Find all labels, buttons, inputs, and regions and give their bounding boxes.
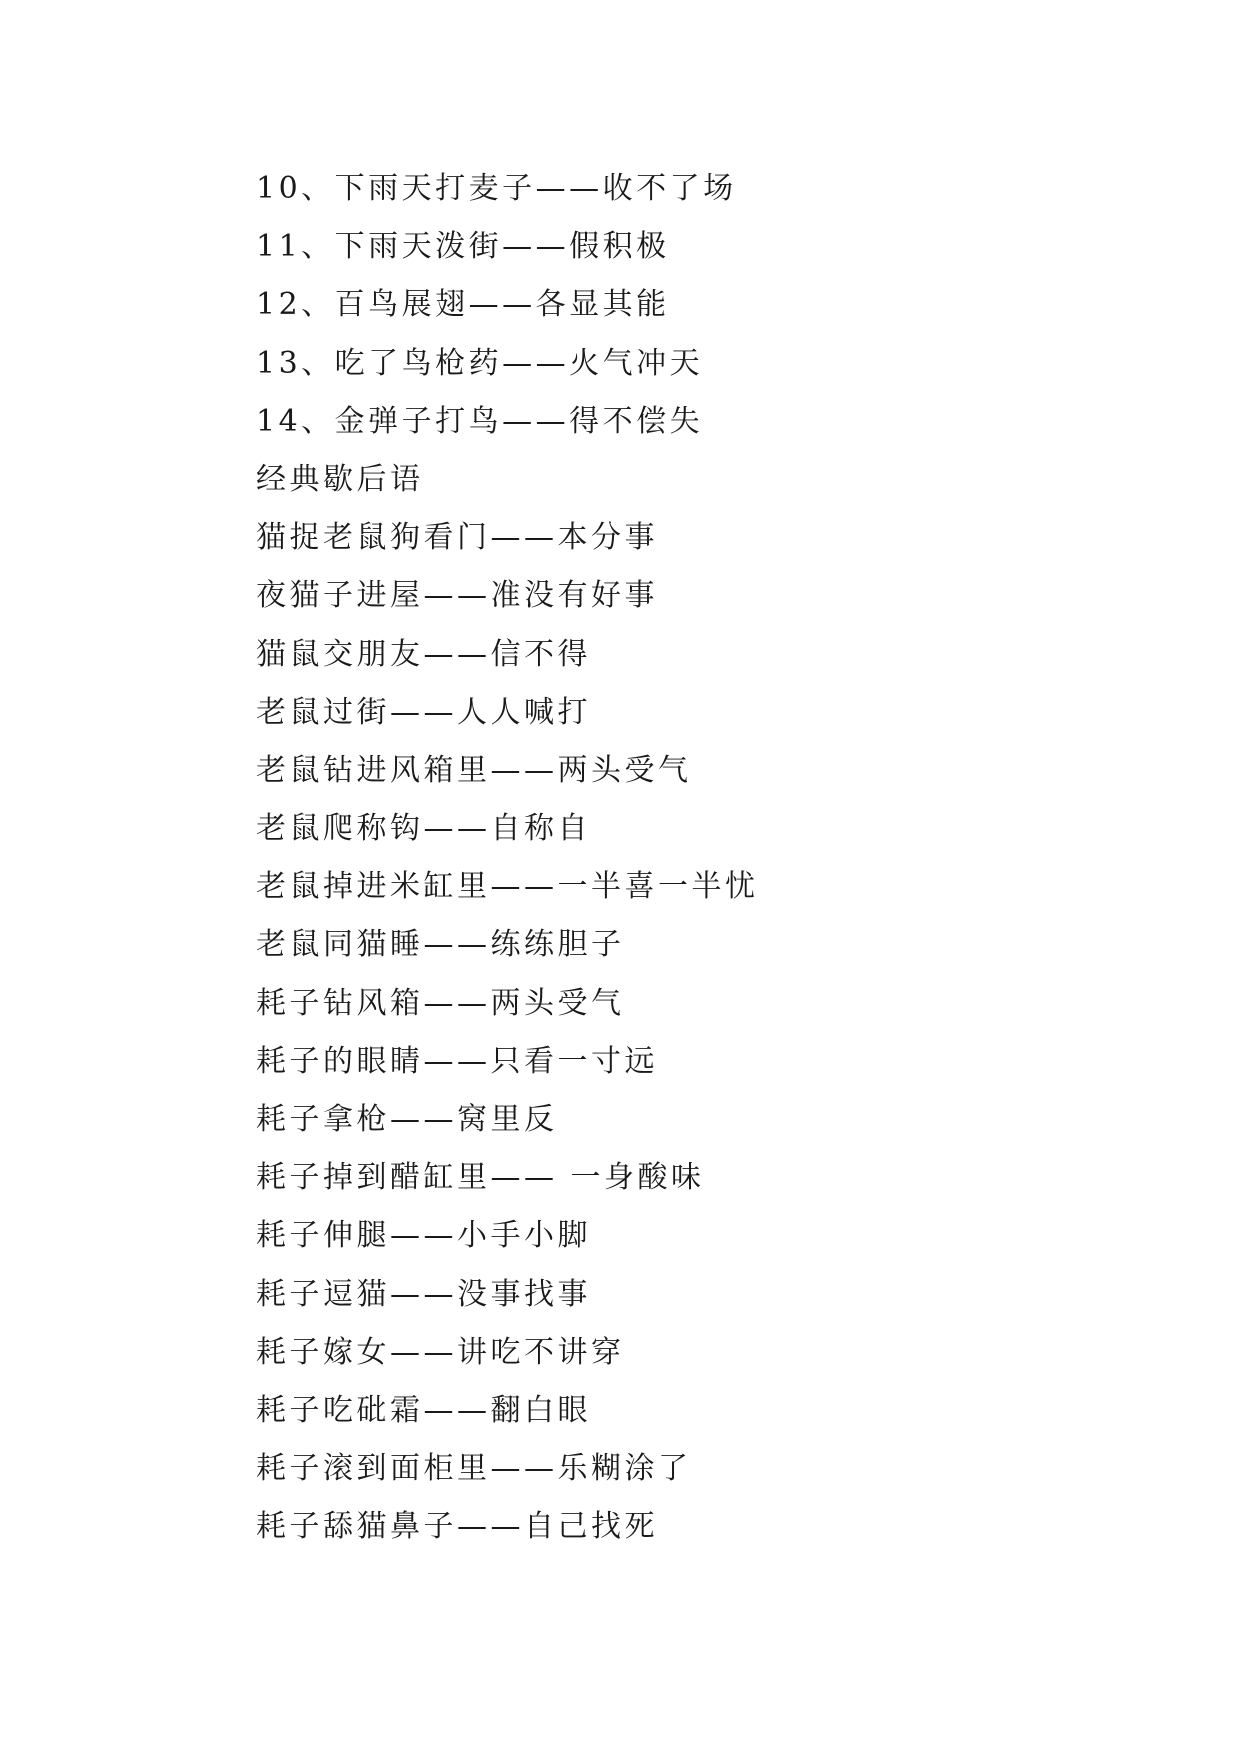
text-line: 13、吃了鸟枪药——火气冲天 — [256, 345, 704, 381]
text-line: 耗子滚到面柜里——乐糊涂了 — [256, 1451, 692, 1487]
text-line: 耗子逗猫——没事找事 — [256, 1276, 591, 1312]
text-line: 耗子嫁女——讲吃不讲穿 — [256, 1334, 625, 1370]
section-heading: 经典歇后语 — [256, 461, 424, 497]
text-line: 夜猫子进屋——准没有好事 — [256, 578, 658, 614]
text-line: 14、金弹子打鸟——得不偿失 — [256, 403, 704, 439]
text-line: 11、下雨天泼街——假积极 — [256, 229, 670, 265]
text-line: 老鼠过街——人人喊打 — [256, 694, 591, 730]
text-line: 老鼠爬称钩——自称自 — [256, 811, 591, 847]
text-line: 耗子掉到醋缸里—— 一身酸味 — [256, 1160, 705, 1196]
text-line: 耗子的眼睛——只看一寸远 — [256, 1043, 658, 1079]
text-line: 耗子拿枪——窝里反 — [256, 1102, 558, 1137]
text-line: 10、下雨天打麦子——收不了场 — [256, 171, 737, 206]
text-line: 老鼠钻进风箱里——两头受气 — [256, 752, 692, 788]
text-line: 耗子钻风箱——两头受气 — [256, 985, 625, 1021]
text-line: 12、百鸟展翅——各显其能 — [256, 287, 670, 323]
text-line: 耗子吃砒霜——翻白眼 — [256, 1392, 591, 1428]
text-line: 耗子舔猫鼻子——自己找死 — [256, 1509, 658, 1545]
text-line: 老鼠掉进米缸里——一半喜一半忧 — [256, 869, 759, 905]
text-line: 耗子伸腿——小手小脚 — [256, 1218, 591, 1254]
text-line: 猫鼠交朋友——信不得 — [256, 636, 591, 672]
text-line: 老鼠同猫睡——练练胆子 — [256, 927, 625, 963]
text-lines — [256, 160, 759, 1557]
text-line: 猫捉老鼠狗看门——本分事 — [256, 520, 658, 556]
